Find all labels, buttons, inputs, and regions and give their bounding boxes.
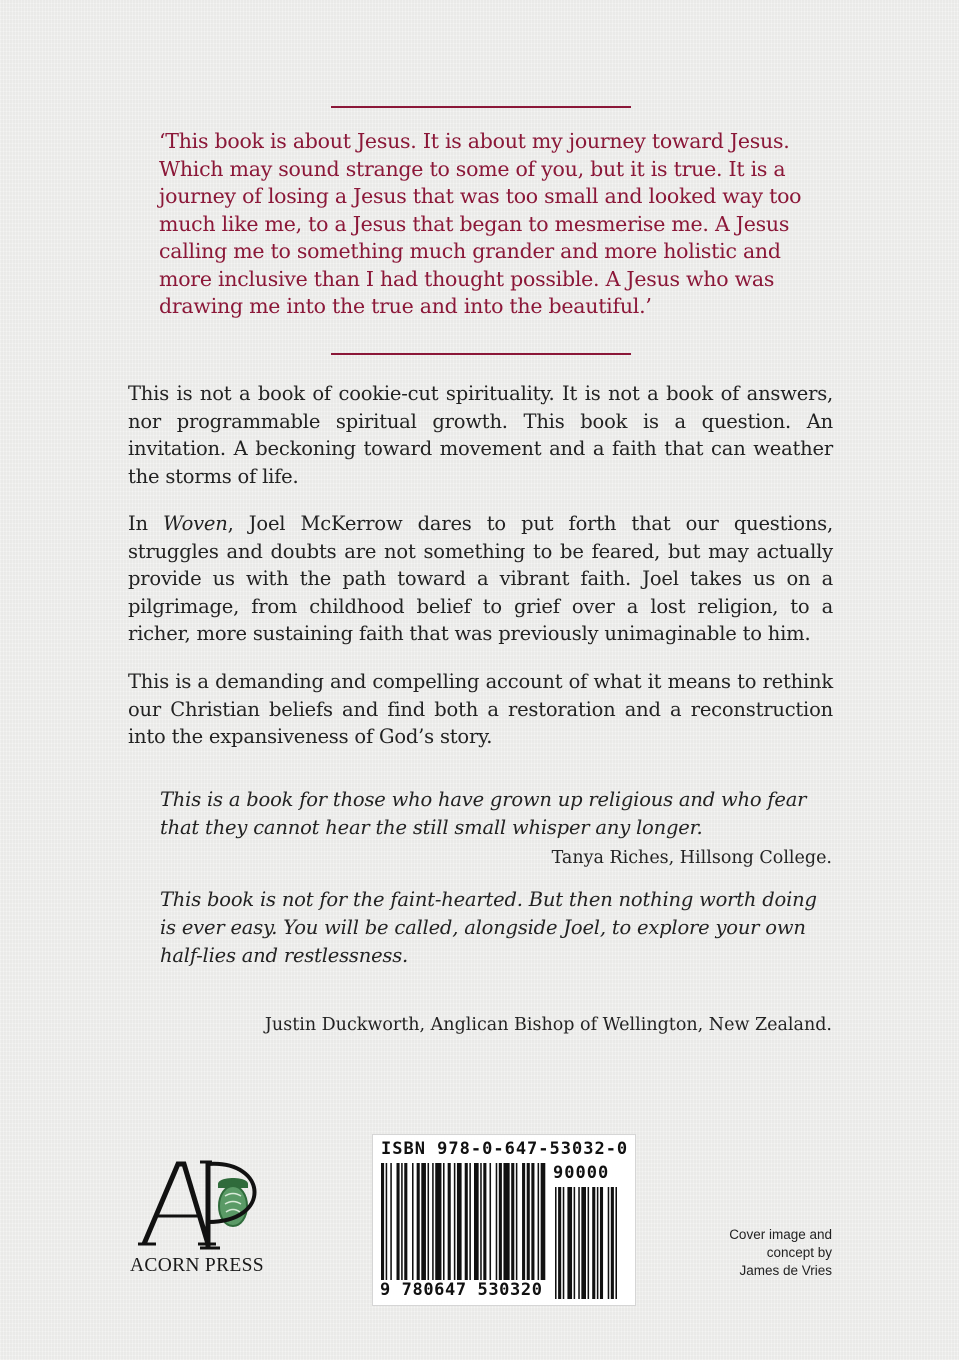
blurb-paragraph-3: This is a demanding and compelling account of what it means to rethink our Christian beliefs and find both a restoration and a reconstruction into the expansiveness of God’s story. [128, 670, 833, 748]
pull-quote: ‘This book is about Jesus. It is about my journey toward Jesus. Which may sound strange to some of you, but it is true. It is a journey of losing a Jesus that was too small and looked way too much like me, to a Jesus that began to mesmerise me. A Jesus calling me to something much grander and more holistic and more inclusive than I had thought possible. A Jesus who was drawing me into the true and into the beautiful.’ [159, 129, 802, 318]
isbn-barcode [372, 1134, 636, 1306]
top-divider-rule [331, 106, 631, 108]
endorsement-quote-2: This book is not for the faint-hearted. But then nothing worth doing is ever easy. You will be called, alongside Joel, to explore your own half-lies and restlessness. [160, 888, 817, 967]
publisher-logo [128, 1158, 280, 1284]
cover-credit-line-3: James de Vries [739, 1263, 832, 1278]
bottom-divider-rule [331, 353, 631, 355]
endorsement-attribution-2: Justin Duckworth, Anglican Bishop of Wellington, New Zealand. [264, 1015, 832, 1035]
price-code: 90000 [553, 1163, 610, 1183]
isbn-label: ISBN 978-0-647-53032-0 [381, 1139, 629, 1159]
endorsement-quote-1: This is a book for those who have grown up religious and who fear that they cannot hear the still small whisper any longer. [160, 788, 807, 839]
cover-credit-line-2: concept by [766, 1245, 832, 1260]
blurb-paragraph-2-text: , Joel McKerrow dares to put forth that our questions, struggles and doubts are not something to be feared, but may actually provide us with the path toward a vibrant faith. Joel takes us on a pilgrimage, from childhood belief to grief over a lost religion, to a richer, more sustaining faith that was previously unimaginable to him. [128, 512, 833, 645]
endorsement-attribution-1: Tanya Riches, Hillsong College. [551, 848, 832, 868]
cover-credit [692, 1226, 832, 1280]
blurb-paragraph-2-lead: In [128, 512, 164, 535]
acorn-press-monogram-icon [136, 1158, 276, 1250]
publisher-name: ACORN PRESS [130, 1255, 264, 1276]
ean-digits: 9 780647 530320 [377, 1280, 546, 1300]
book-title-italic: Woven [163, 512, 228, 535]
blurb-paragraph-2 [128, 510, 833, 648]
blurb-paragraph-1: This is not a book of cookie-cut spirituality. It is not a book of answers, nor programmable spiritual growth. This book is a question. An invitation. A beckoning toward movement and a faith that can weather the storms of life. [128, 382, 833, 488]
cover-credit-line-1: Cover image and [729, 1227, 832, 1242]
